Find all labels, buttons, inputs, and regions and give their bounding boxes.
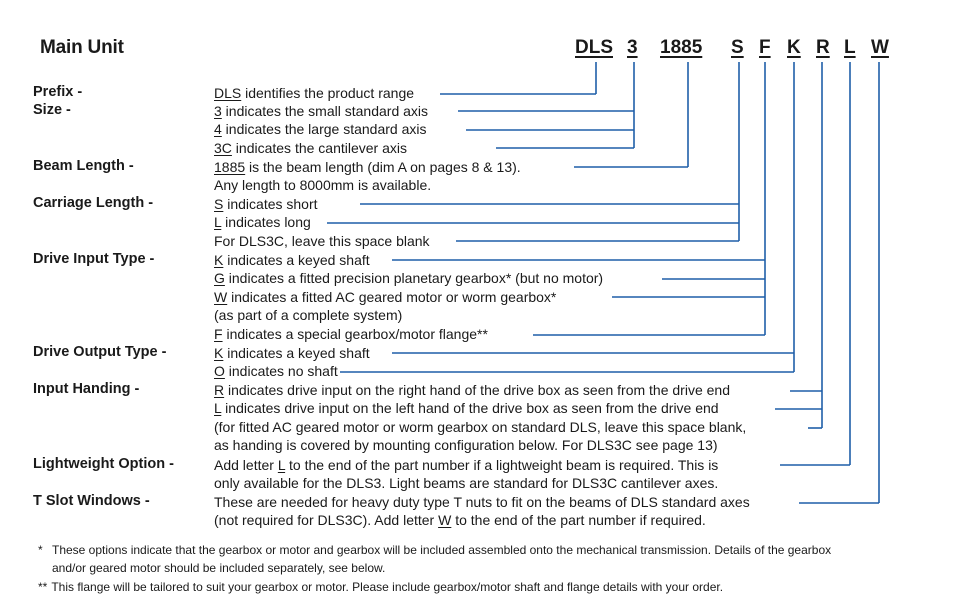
label-t-slot-windows: T Slot Windows - — [33, 493, 150, 509]
line-tslot-2: (not required for DLS3C). Add letter W to the end of the part number if required. — [214, 512, 706, 528]
footnote-1: * These options indicate that the gearbox or motor and gearbox will be included assembled onto the mechanical transmission. Details of the gearbox — [38, 543, 832, 557]
line-tslot-1: These are needed for heavy duty type T nuts to fit on the beams of DLS standard axes — [214, 494, 750, 510]
page-title: Main Unit — [40, 37, 124, 58]
footnote-2: ** This flange will be tailored to suit your gearbox or motor. Please include gearbox/motor shaft and flange details with your order. — [38, 580, 724, 594]
code-input-handing: R — [816, 37, 830, 58]
footnote-1-cont: and/or geared motor should be included separately, see below. — [52, 561, 386, 575]
line-beam-length: 1885 is the beam length (dim A on pages 8 & 13). — [214, 159, 521, 175]
code-drive-output: K — [787, 37, 801, 58]
line-input-g: G indicates a fitted precision planetary gearbox* (but no motor) — [214, 270, 604, 286]
line-handing-note-1: (for fitted AC geared motor or worm gearbox on standard DLS, leave this space blank, — [214, 419, 747, 435]
code-lightweight: L — [844, 37, 856, 58]
code-carriage-length: S — [731, 37, 744, 58]
label-lightweight-option: Lightweight Option - — [33, 456, 174, 472]
line-carriage-l: L indicates long — [214, 214, 311, 230]
line-input-w-note: (as part of a complete system) — [214, 307, 403, 323]
code-size: 3 — [627, 37, 638, 58]
label-drive-input-type: Drive Input Type - — [33, 251, 155, 267]
line-size-3: 3 indicates the small standard axis — [214, 103, 429, 119]
line-input-k: K indicates a keyed shaft — [214, 252, 370, 268]
code-drive-input: F — [759, 37, 771, 58]
code-tslot: W — [871, 37, 889, 58]
line-handing-note-2: as handing is covered by mounting configuration below. For DLS3C see page 13) — [214, 437, 718, 453]
line-size-3c: 3C indicates the cantilever axis — [214, 140, 407, 156]
line-beam-length-note: Any length to 8000mm is available. — [214, 177, 432, 193]
line-output-o: O indicates no shaft — [214, 363, 338, 379]
line-carriage-s: S indicates short — [214, 196, 318, 212]
line-handing-l: L indicates drive input on the left hand of the drive box as seen from the drive end — [214, 400, 719, 416]
label-carriage-length: Carriage Length - — [33, 195, 154, 211]
line-input-w: W indicates a fitted AC geared motor or worm gearbox* — [214, 289, 557, 305]
line-carriage-blank: For DLS3C, leave this space blank — [214, 233, 430, 249]
line-output-k: K indicates a keyed shaft — [214, 345, 370, 361]
line-prefix-dls: DLS identifies the product range — [214, 85, 415, 101]
label-input-handing: Input Handing - — [33, 381, 140, 397]
line-lightweight-2: only available for the DLS3. Light beams are standard for DLS3C cantilever axes. — [214, 475, 719, 491]
code-prefix: DLS — [575, 37, 613, 58]
label-size: Size - — [33, 102, 71, 118]
line-size-4: 4 indicates the large standard axis — [214, 121, 427, 137]
label-drive-output-type: Drive Output Type - — [33, 344, 167, 360]
line-handing-r: R indicates drive input on the right hand of the drive box as seen from the drive end — [214, 382, 730, 398]
code-beam-length: 1885 — [660, 37, 703, 58]
line-input-f: F indicates a special gearbox/motor flange** — [214, 326, 488, 342]
line-lightweight-1: Add letter L to the end of the part number if a lightweight beam is required. This is — [214, 457, 719, 473]
label-prefix: Prefix - — [33, 84, 83, 100]
label-beam-length: Beam Length - — [33, 158, 134, 174]
